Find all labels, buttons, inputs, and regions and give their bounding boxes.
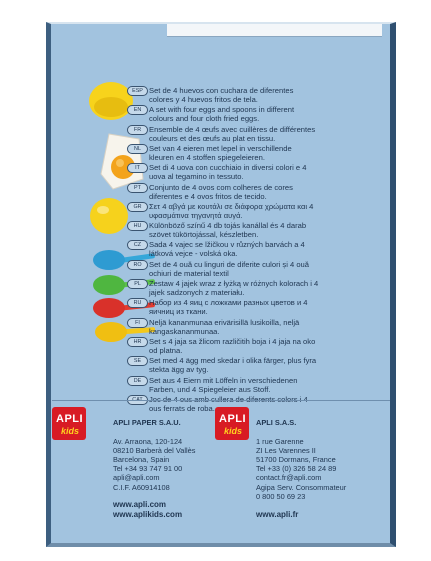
language-description: Ensemble de 4 œufs avec cuillères de différentes couleurs et des œufs au plat en tissu. bbox=[149, 124, 316, 143]
language-code-badge: RU bbox=[127, 298, 148, 308]
language-row-fr bbox=[133, 124, 389, 143]
language-description: Set de 4 huevos con cuchara de diferentes colores y 4 huevos fritos de tela. bbox=[149, 86, 294, 105]
language-description: Set de 4 ouă cu linguri de diferite culori și 4 ouă ochiuri de material textil bbox=[149, 259, 309, 278]
language-code-badge: PT bbox=[127, 183, 148, 193]
language-code-badge: RO bbox=[127, 260, 148, 270]
language-code-badge: HR bbox=[127, 337, 148, 347]
footer-divider bbox=[52, 400, 390, 401]
language-row-de bbox=[133, 375, 389, 394]
address-fr-lines: 1 rue Garenne ZI Les Varennes II 51700 Dormans, France Tel +33 (0) 326 58 24 89 contact.fr@apli.com Agipa Serv. Consommateur 0 800 50 69 23 bbox=[256, 436, 347, 501]
logo-sub: kids bbox=[224, 426, 243, 436]
language-row-gr bbox=[133, 201, 389, 220]
language-row-ro bbox=[133, 259, 389, 278]
language-description: A set with four eggs and spoons in different colours and four cloth fried eggs. bbox=[149, 105, 295, 124]
language-description: Sada 4 vajec se lžičkou v různých barvách a 4 látková vejce - volská oka. bbox=[149, 240, 305, 259]
language-row-pl bbox=[134, 279, 389, 298]
logo-brand: APLI bbox=[219, 413, 247, 425]
language-row-se bbox=[133, 356, 389, 375]
logo-brand: APLI bbox=[56, 413, 84, 425]
language-description: Set van 4 eieren met lepel in verschillende kleuren en 4 stoffen spiegeleieren. bbox=[149, 143, 292, 162]
language-code-badge: HU bbox=[127, 221, 148, 231]
language-code-badge: IT bbox=[127, 163, 148, 173]
apli-kids-logo bbox=[52, 407, 86, 440]
language-description: Conjunto de 4 ovos com colheres de cores diferentes e 4 ovos fritos de tecido. bbox=[149, 182, 293, 201]
language-row-en bbox=[133, 105, 389, 124]
apli-kids-logo bbox=[215, 407, 249, 440]
website-fr[interactable]: www.apli.fr bbox=[256, 510, 299, 519]
language-code-badge: CZ bbox=[127, 240, 148, 250]
language-row-hr bbox=[133, 336, 389, 355]
language-code-badge: SE bbox=[127, 356, 148, 366]
language-code-badge: NL bbox=[127, 144, 148, 154]
box-flap-left bbox=[167, 24, 283, 37]
language-description: Zestaw 4 jajek wraz z łyżką w różnych kolorach i 4 jajek sadzonych z materiału. bbox=[149, 279, 319, 298]
language-description: Σετ 4 αβγά με κουτάλι σε διάφορα χρώματα και 4 υφασμάτινα τηγανητά αυγά. bbox=[149, 201, 314, 220]
language-row-fi bbox=[135, 317, 389, 336]
language-row-ru bbox=[133, 298, 389, 317]
address-es-lines: Av. Arraona, 120-124 08210 Barberà del Vallès Barcelona, Spain Tel +34 93 747 91 00 apli@apli.com C.I.F. A60914108 bbox=[113, 436, 196, 492]
yellow-egg-icon bbox=[89, 82, 133, 120]
language-description: Set di 4 uova con cucchiaio in diversi colori e 4 uova al tegamino in tessuto. bbox=[149, 163, 307, 182]
language-row-hu bbox=[133, 221, 389, 240]
fried-egg-icon bbox=[101, 134, 143, 189]
website-es[interactable]: www.apli.com www.aplikids.com bbox=[113, 500, 183, 519]
language-description: ous ferrats de roba. bbox=[149, 403, 215, 413]
language-description: Különböző színű 4 db tojás kanállal és 4 darab szövet tükörtojással, készletben. bbox=[149, 221, 307, 240]
language-code-badge: FI bbox=[127, 318, 148, 328]
language-code-badge: PL bbox=[127, 279, 148, 289]
box-flap-right bbox=[274, 24, 382, 37]
language-row-cz bbox=[133, 240, 389, 259]
language-description: Набор из 4 яиц с ложками разных цветов и 4 яичниц из ткани. bbox=[149, 298, 308, 317]
language-row-esp bbox=[132, 86, 389, 105]
language-description: Set med 4 ägg med skedar i olika färger, plus fyra stekta ägg av tyg. bbox=[149, 356, 317, 375]
yellow-egg-icon bbox=[90, 198, 128, 234]
language-description: Neljä kananmunaa erivärisillä lusikoilla, neljä kangaskananmunaa. bbox=[149, 317, 300, 336]
language-code-badge: DE bbox=[127, 376, 148, 386]
company-es: APLI PAPER S.A.U. bbox=[113, 418, 181, 428]
language-code-badge: GR bbox=[127, 202, 148, 212]
language-row-pt bbox=[134, 182, 389, 201]
language-description: Set aus 4 Eiern mit Löffeln in verschiedenen Farben, und 4 Spiegeleier aus Stoff. bbox=[149, 375, 298, 394]
language-code-badge: EN bbox=[127, 105, 148, 115]
language-description: Set s 4 jaja sa žlicom različitih boja i 4 jaja na oko od platna. bbox=[149, 336, 316, 355]
company-fr: APLI S.A.S. bbox=[256, 418, 297, 428]
language-row-nl bbox=[134, 143, 389, 162]
logo-sub: kids bbox=[61, 426, 80, 436]
address-spain bbox=[113, 409, 195, 501]
language-row-it bbox=[135, 163, 389, 182]
address-france bbox=[256, 409, 346, 510]
language-code-badge: FR bbox=[127, 125, 148, 135]
language-code-badge: ESP bbox=[127, 86, 148, 96]
